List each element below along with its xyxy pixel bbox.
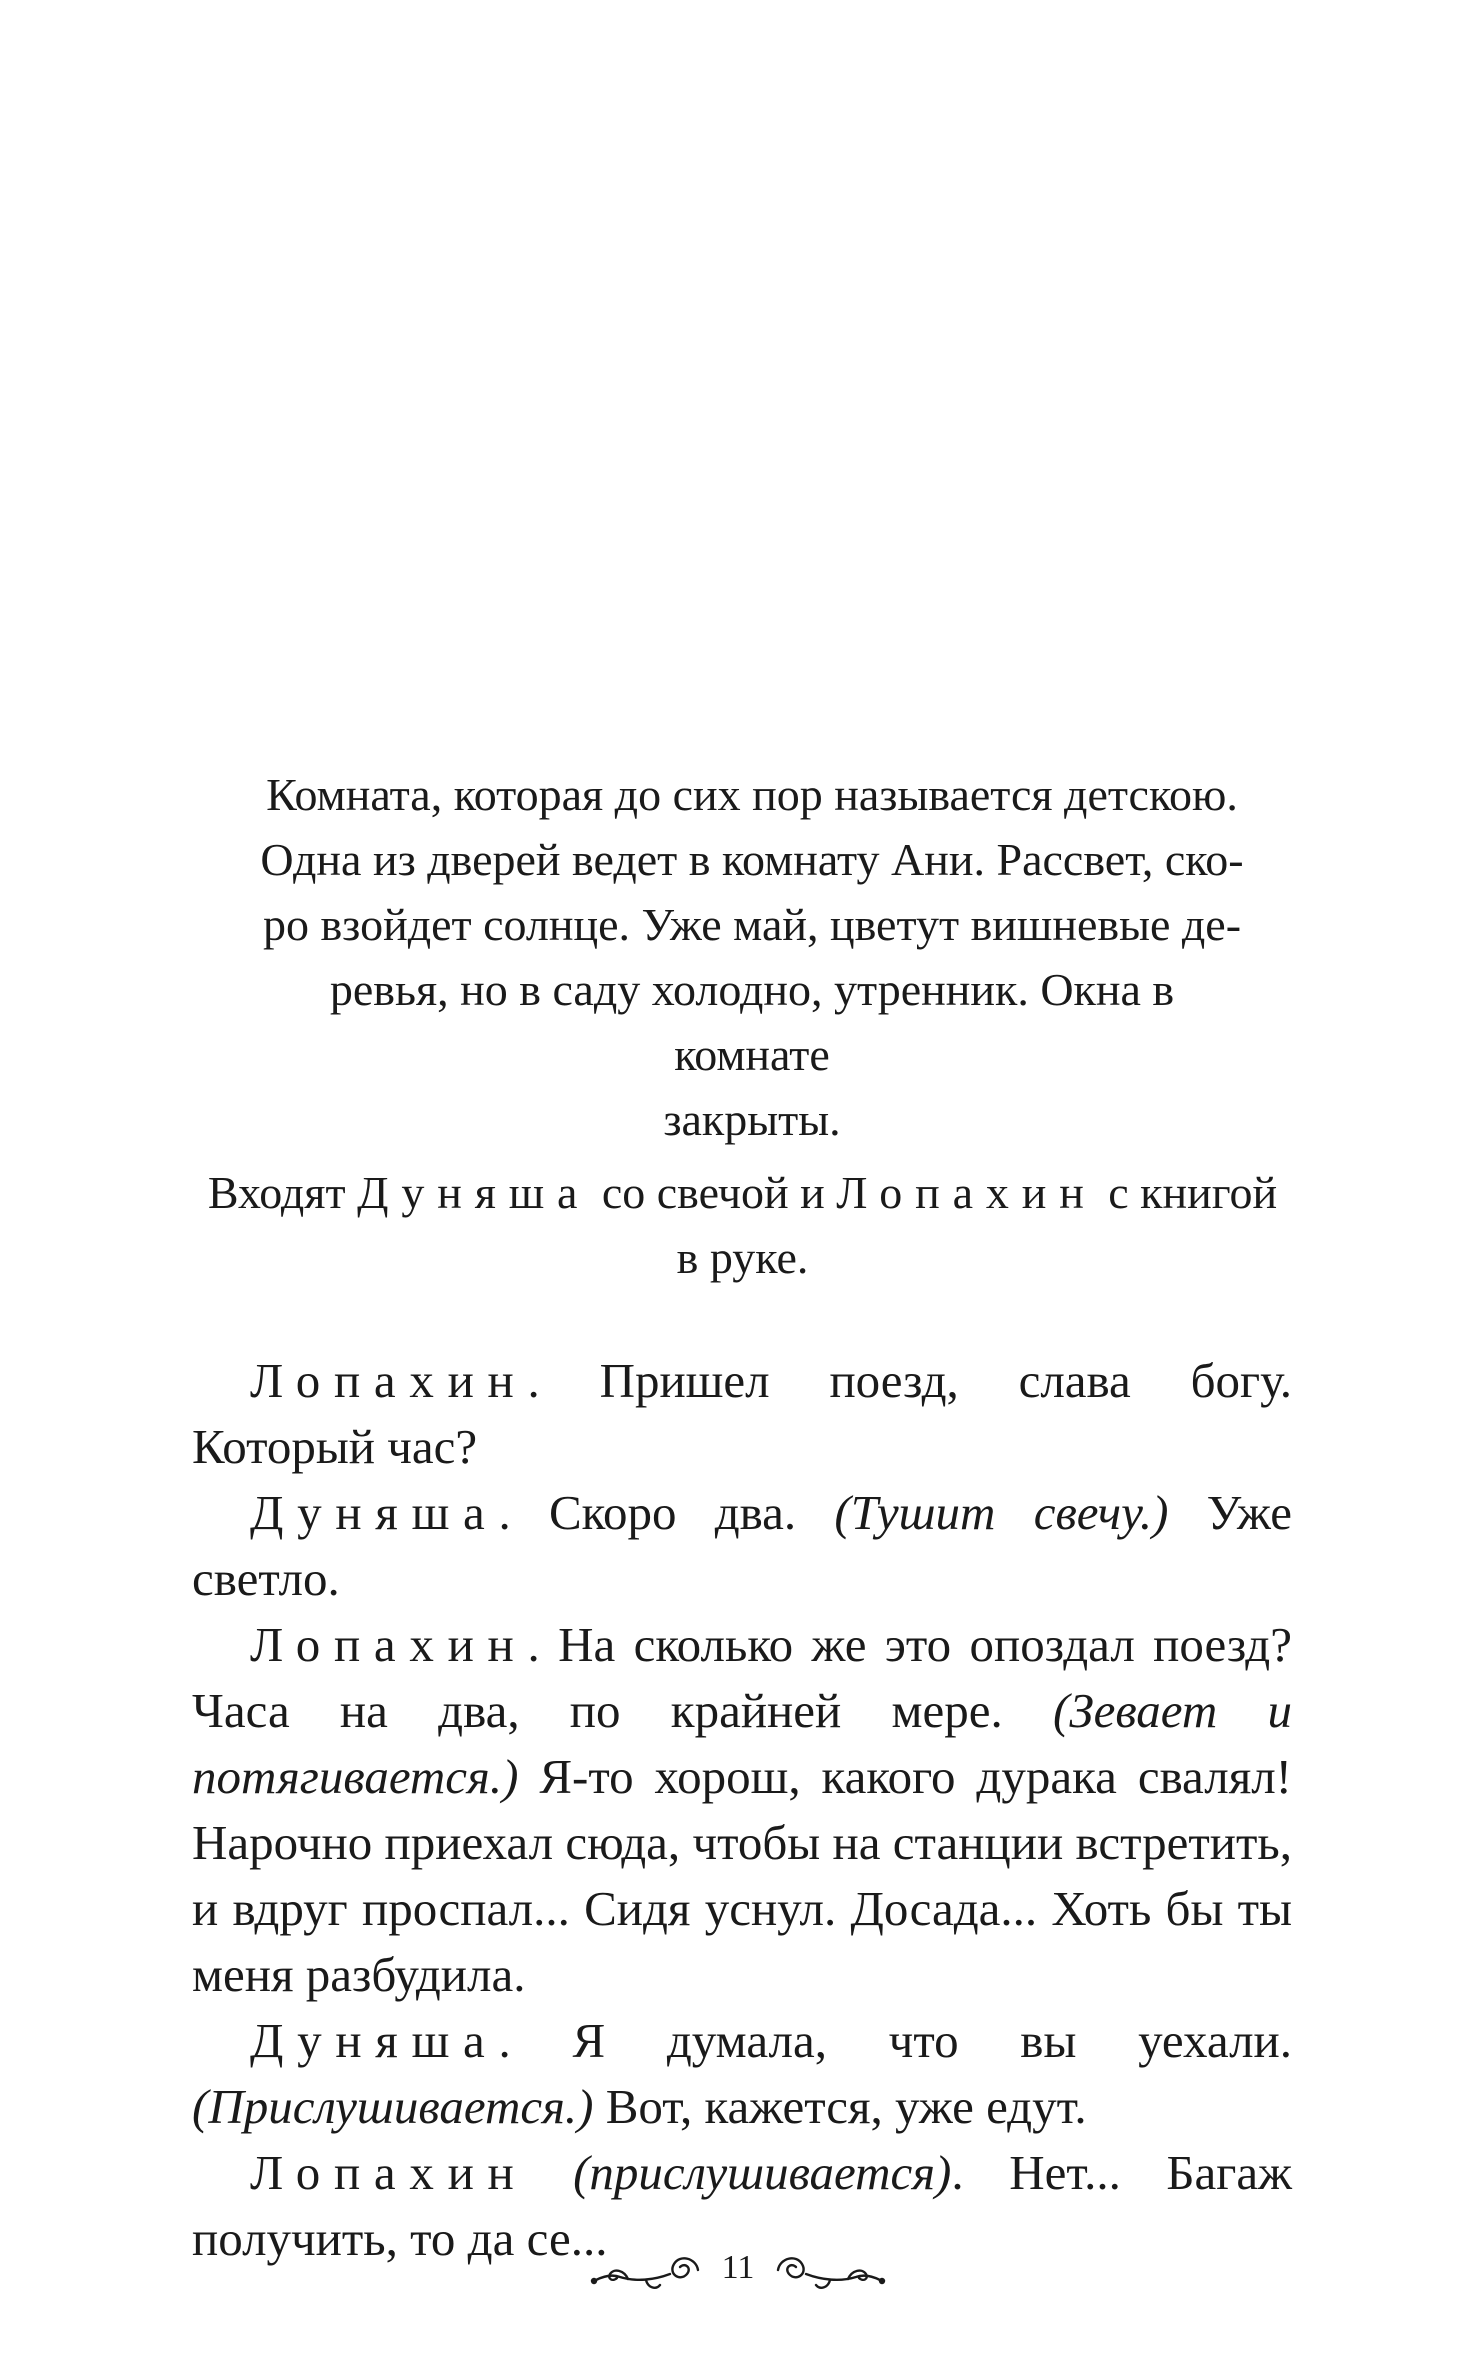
page-footer xyxy=(588,2244,888,2304)
entrance-direction xyxy=(200,1160,1285,1290)
speaker-punct xyxy=(527,2145,573,2200)
speaker-name: Лопахин xyxy=(250,1617,528,1672)
dialogue-line xyxy=(192,1480,1292,1612)
stage-remark: (Тушит свечу.) xyxy=(834,1485,1169,1540)
stage-direction-line: ревья, но в саду холодно, утренник. Окна в комнате xyxy=(329,964,1175,1080)
character-name: Лопахин xyxy=(836,1167,1097,1218)
speech-text: Я-то хорош, какого дурака свалял! Нарочно приехал сюда, чтобы на станции встретить, и вдруг проспал... Сидя уснул. Досада... Хоть бы ты меня разбудила. xyxy=(192,1749,1292,2002)
speech-text: Я думала, что вы уехали. xyxy=(510,2013,1292,2068)
stage-remark: (прислушивается) xyxy=(573,2145,952,2200)
stage-direction-line: ро взойдет солнце. Уже май, цветут вишневые де- xyxy=(262,899,1242,950)
speaker-name: Лопахин xyxy=(250,1353,528,1408)
stage-direction-line: закрыты. xyxy=(663,1094,841,1145)
speech-text: Уже светло. xyxy=(192,1485,1293,1606)
dialogue xyxy=(192,1348,1292,2272)
speaker-punct: . xyxy=(527,1353,540,1408)
entrance-line xyxy=(200,1160,1285,1225)
stage-remark: (Зевает и потягивается.) xyxy=(192,1683,1292,1804)
dialogue-line xyxy=(192,2008,1292,2140)
dialogue-line xyxy=(192,1348,1292,1480)
speaker-punct: . xyxy=(498,1485,511,1540)
page-number: 11 xyxy=(721,2249,755,2286)
speaker-punct: . xyxy=(527,1617,540,1672)
entrance-text: со свечой и xyxy=(601,1167,825,1218)
speech-text: Скоро два. xyxy=(510,1485,835,1540)
speech-text: На сколько же это опоздал поезд? Часа на два, по крайней мере. xyxy=(192,1617,1292,1738)
speaker-name: Дуняша xyxy=(250,1485,499,1540)
stage-direction-line: Комната, которая до сих пор называется детскою. xyxy=(266,769,1238,820)
character-name: Дуняша xyxy=(357,1167,591,1218)
speech-text: . Нет... Багаж получить, то да се... xyxy=(192,2145,1293,2266)
speech-text: Вот, кажется, уже едут. xyxy=(593,2079,1087,2134)
entrance-text: с книгой xyxy=(1108,1167,1278,1218)
stage-remark: (Прислушивается.) xyxy=(192,2079,594,2134)
scroll-ornament-right-icon xyxy=(770,2244,888,2292)
speaker-name: Лопахин xyxy=(250,2145,528,2200)
speech-text: Пришел поезд, слава богу. Который час? xyxy=(192,1353,1292,1474)
stage-direction xyxy=(252,762,1252,1152)
entrance-line: в руке. xyxy=(676,1232,809,1283)
entrance-text: Входят xyxy=(207,1167,346,1218)
dialogue-line xyxy=(192,1612,1292,2008)
stage-direction-line: Одна из дверей ведет в комнату Ани. Рассвет, ско- xyxy=(260,834,1244,885)
speaker-name: Дуняша xyxy=(250,2013,499,2068)
speaker-punct: . xyxy=(498,2013,511,2068)
